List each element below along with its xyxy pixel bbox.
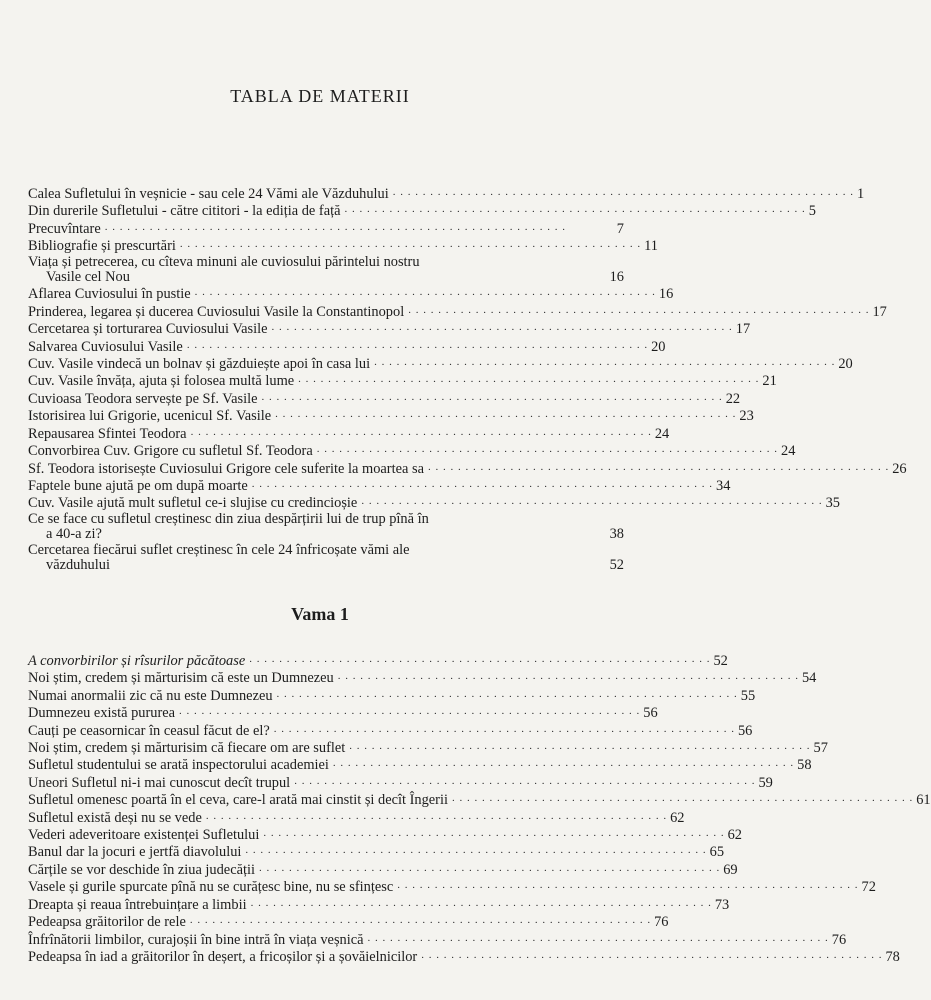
- toc-leader-dots: . . . . . . . . . . . . . . . . . . . . . . . . . . . . . . . . . . . . . . . . . . . . . . . . . . . . . . . . . . . . . .: [367, 931, 829, 944]
- toc-entry: [28, 826, 742, 844]
- toc-entry: [28, 931, 847, 948]
- toc-page-number: 61: [916, 792, 931, 809]
- toc-leader-dots: . . . . . . . . . . . . . . . . . . . . . . . . . . . . . . . . . . . . . . . . . . . . . . . . . . . . . . . . . . . . . .: [421, 948, 883, 961]
- toc-page-number: 11: [644, 238, 658, 255]
- toc-entry: [28, 774, 773, 791]
- toc-entry-title-line1: Ce se face cu sufletul creștinesc din ziua despărțirii lui de trup pînă în: [28, 510, 429, 527]
- toc-page-number: 55: [740, 687, 756, 704]
- toc-entry-title: Calea Sufletului în veșnicie - sau cele 24 Vămi ale Văzduhului: [28, 186, 389, 202]
- toc-page-number: 24: [654, 425, 670, 442]
- toc-entry: [28, 303, 887, 320]
- toc-entry-title: Noi știm, credem și mărturisim că este un Dumnezeu: [28, 670, 334, 687]
- toc-entry-title: Pedeapsa în iad a grăitorilor în deșert, a fricoșilor și a șovăielnicilor: [28, 948, 418, 965]
- toc-entry: [28, 237, 658, 255]
- toc-leader-dots: . . . . . . . . . . . . . . . . . . . . . . . . . . . . . . . . . . . . . . . . . . . . . . . . . . . . . . . . . . . . . .: [249, 653, 711, 665]
- toc-entry-title: Cuv. Vasile ajută mult sufletul ce-i slujise cu credincioșie: [28, 495, 358, 512]
- toc-entry-title: Vasele și gurile spurcate pînă nu se curățesc bine, nu se sfințesc: [28, 879, 394, 896]
- toc-entry: [28, 948, 900, 965]
- toc-leader-dots: . . . . . . . . . . . . . . . . . . . . . . . . . . . . . . . . . . . . . . . . . . . . . . . . . . . . . . . . . . . . . .: [451, 792, 914, 805]
- toc-entry-title: Noi știm, credem și mărturisim că fiecare om are suflet: [28, 740, 346, 757]
- toc-page-number: 17: [872, 303, 887, 320]
- toc-entry-title: Dumnezeu există pururea: [28, 705, 176, 722]
- toc-page-number: 38: [609, 526, 624, 543]
- toc-entry: [28, 543, 624, 574]
- toc-page-number: 72: [861, 879, 876, 896]
- toc-entry-title: Dreapta și reaua întrebuințare a limbii: [28, 896, 247, 913]
- toc-entry-title: Banul dar la jocuri e jertfă diavolului: [28, 844, 242, 861]
- toc-entry: [28, 722, 753, 739]
- toc-entry: [28, 185, 865, 202]
- toc-entry: [28, 687, 756, 704]
- toc-entry-title: Sufletul există deși nu se vede: [28, 809, 202, 826]
- toc-page-number: 21: [762, 373, 777, 390]
- toc-leader-dots: . . . . . . . . . . . . . . . . . . . . . . . . . . . . . . . . . . . . . . . . . . . . . . . . . . . . . . . . . . . . . .: [397, 879, 859, 892]
- toc-entry: [28, 477, 731, 494]
- toc-page-number: 35: [825, 495, 840, 512]
- toc-page-number: 59: [758, 774, 773, 791]
- toc-leader-dots: . . . . . . . . . . . . . . . . . . . . . . . . . . . . . . . . . . . . . . . . . . . . . . . . . . . . . . . . . . . . . .: [104, 220, 566, 233]
- toc-leader-dots: . . . . . . . . . . . . . . . . . . . . . . . . . . . . . . . . . . . . . . . . . . . . . . . . . . . . . . . . . . . . . .: [194, 286, 656, 299]
- toc-leader-dots: . . . . . . . . . . . . . . . . . . . . . . . . . . . . . . . . . . . . . . . . . . . . . . . . . . . . . . . . . . . . . .: [273, 722, 735, 735]
- toc-entry: [28, 202, 816, 220]
- toc-leader-dots: . . . . . . . . . . . . . . . . . . . . . . . . . . . . . . . . . . . . . . . . . . . . . . . . . . . . . . . . . . . . . .: [276, 687, 738, 700]
- toc-leader-dots: . . . . . . . . . . . . . . . . . . . . . . . . . . . . . . . . . . . . . . . . . . . . . . . . . . . . . . . . . . . . . .: [337, 670, 799, 683]
- toc-leader-dots: . . . . . . . . . . . . . . . . . . . . . . . . . . . . . . . . . . . . . . . . . . . . . . . . . . . . . . . . . . . . . .: [250, 896, 712, 909]
- toc-entry-title: Bibliografie și prescurtări: [28, 238, 176, 255]
- toc-leader-dots: . . . . . . . . . . . . . . . . . . . . . . . . . . . . . . . . . . . . . . . . . . . . . . . . . . . . . . . . . . . . . .: [316, 443, 778, 456]
- toc-entry-title: Pedeapsa grăitorilor de rele: [28, 914, 186, 931]
- toc-entry: [28, 896, 730, 913]
- toc-leader-dots: . . . . . . . . . . . . . . . . . . . . . . . . . . . . . . . . . . . . . . . . . . . . . . . . . . . . . . . . . . . . . .: [189, 914, 652, 927]
- toc-entry-title: Numai anormalii zic că nu este Dumnezeu: [28, 687, 273, 704]
- toc-entry-title: Cuv. Vasile vindecă un bolnav și găzduiește apoi în casa lui: [28, 356, 371, 373]
- toc-page-number: 52: [609, 556, 624, 573]
- toc-page-number: 23: [739, 408, 754, 425]
- section-heading: Vama 1: [291, 604, 349, 624]
- toc-entry-title: Cuvioasa Teodora servește pe Sf. Vasile: [28, 390, 258, 407]
- toc-leader-dots: . . . . . . . . . . . . . . . . . . . . . . . . . . . . . . . . . . . . . . . . . . . . . . . . . . . . . . . . . . . . . .: [258, 861, 721, 874]
- toc-entry: [28, 512, 624, 543]
- toc-entry-title: Repausarea Sfintei Teodora: [28, 425, 187, 442]
- toc-page-number: 16: [609, 269, 624, 286]
- toc-list-main: [28, 185, 907, 573]
- toc-leader-dots: . . . . . . . . . . . . . . . . . . . . . . . . . . . . . . . . . . . . . . . . . . . . . . . . . . . . . . . . . . . . . .: [179, 238, 642, 251]
- toc-page-number: 58: [797, 757, 812, 774]
- toc-leader-dots: . . . . . . . . . . . . . . . . . . . . . . . . . . . . . . . . . . . . . . . . . . . . . . . . . . . . . . . . . . . . . .: [332, 757, 795, 770]
- toc-entry-title: Cărțile se vor deschide în ziua judecății: [28, 861, 255, 878]
- toc-entry-title: Faptele bune ajută pe om după moarte: [28, 477, 248, 494]
- page-title: TABLA DE MATERII: [230, 86, 410, 106]
- toc-entry-title: Din durerile Sufletului - către cititori - la ediția de față: [28, 203, 341, 220]
- toc-entry: [28, 878, 876, 896]
- toc-leader-dots: . . . . . . . . . . . . . . . . . . . . . . . . . . . . . . . . . . . . . . . . . . . . . . . . . . . . . . . . . . . . . .: [344, 203, 806, 216]
- toc-page-number: 7: [616, 220, 624, 237]
- toc-leader-dots: . . . . . . . . . . . . . . . . . . . . . . . . . . . . . . . . . . . . . . . . . . . . . . . . . . . . . . . . . . . . . .: [263, 827, 725, 840]
- toc-entry-title: [28, 255, 598, 286]
- toc-leader-dots: . . . . . . . . . . . . . . . . . . . . . . . . . . . . . . . . . . . . . . . . . . . . . . . . . . . . . . . . . . . . . .: [245, 844, 707, 857]
- toc-leader-dots: . . . . . . . . . . . . . . . . . . . . . . . . . . . . . . . . . . . . . . . . . . . . . . . . . . . . . . . . . . . . . .: [374, 356, 836, 369]
- toc-page-number: 78: [885, 948, 900, 965]
- toc-page-number: 1: [856, 186, 865, 202]
- toc-entry: [28, 390, 741, 407]
- toc-entry-title: Salvarea Cuviosului Vasile: [28, 338, 183, 355]
- toc-entry: [28, 372, 777, 390]
- toc-leader-dots: . . . . . . . . . . . . . . . . . . . . . . . . . . . . . . . . . . . . . . . . . . . . . . . . . . . . . . . . . . . . . .: [408, 303, 870, 316]
- toc-page-number: 62: [727, 827, 742, 844]
- toc-entry-title-line2: Vasile cel Nou: [46, 269, 130, 286]
- toc-entry: [28, 669, 817, 687]
- toc-leader-dots: . . . . . . . . . . . . . . . . . . . . . . . . . . . . . . . . . . . . . . . . . . . . . . . . . . . . . . . . . . . . . .: [361, 495, 823, 508]
- toc-leader-dots: . . . . . . . . . . . . . . . . . . . . . . . . . . . . . . . . . . . . . . . . . . . . . . . . . . . . . . . . . . . . . .: [251, 477, 714, 490]
- toc-page-number: 52: [713, 653, 728, 669]
- toc-entry-title-line2: văzduhului: [46, 556, 110, 573]
- toc-entry-title: A convorbirilor și rîsurilor păcătoase: [28, 653, 246, 669]
- toc-page-number: 20: [838, 356, 853, 373]
- toc-entry: [28, 320, 751, 338]
- toc-leader-dots: . . . . . . . . . . . . . . . . . . . . . . . . . . . . . . . . . . . . . . . . . . . . . . . . . . . . . . . . . . . . . .: [261, 390, 723, 403]
- toc-leader-dots: . . . . . . . . . . . . . . . . . . . . . . . . . . . . . . . . . . . . . . . . . . . . . . . . . . . . . . . . . . . . . .: [271, 321, 733, 334]
- toc-page-number: 62: [670, 809, 685, 826]
- toc-entry-title: Sf. Teodora istorisește Cuviosului Grigore cele suferite la moartea sa: [28, 460, 424, 477]
- toc-entry: [28, 425, 670, 442]
- toc-entry: [28, 791, 931, 809]
- toc-entry: [28, 220, 624, 237]
- toc-entry: [28, 442, 796, 460]
- toc-entry: [28, 704, 658, 722]
- toc-entry-title: Uneori Sufletul ni-i mai cunoscut decît trupul: [28, 774, 291, 791]
- toc-entry: [28, 460, 907, 477]
- toc-entry: [28, 843, 725, 861]
- toc-entry-title: [28, 543, 598, 574]
- toc-entry: [28, 756, 812, 774]
- toc-page-number: 76: [654, 914, 669, 931]
- toc-entry: [28, 338, 666, 355]
- toc-entry-title: Precuvîntare: [28, 220, 101, 237]
- toc-leader-dots: . . . . . . . . . . . . . . . . . . . . . . . . . . . . . . . . . . . . . . . . . . . . . . . . . . . . . . . . . . . . . .: [392, 186, 854, 198]
- toc-page-number: 5: [808, 203, 816, 220]
- toc-entry-title: Cuv. Vasile învăța, ajuta și folosea multă lume: [28, 373, 295, 390]
- toc-entry-title: Sufletul omenesc poartă în el ceva, care-l arată mai cinstit și decît Îngerii: [28, 792, 448, 809]
- toc-leader-dots: . . . . . . . . . . . . . . . . . . . . . . . . . . . . . . . . . . . . . . . . . . . . . . . . . . . . . . . . . . . . . .: [427, 460, 890, 473]
- toc-entry-title: Convorbirea Cuv. Grigore cu sufletul Sf. Teodora: [28, 443, 313, 460]
- toc-entry: [28, 861, 738, 878]
- toc-entry-title: Cercetarea și torturarea Cuviosului Vasile: [28, 321, 268, 338]
- toc-entry-title: Înfrînătorii limbilor, curajoșii în bine intră în viața veșnică: [28, 931, 364, 948]
- toc-entry: [28, 809, 685, 826]
- toc-page-number: 24: [781, 443, 796, 460]
- toc-page-number: 76: [831, 931, 847, 948]
- toc-page-number: 16: [658, 286, 674, 303]
- toc-page-number: 54: [801, 670, 817, 687]
- toc-entry-title-line2: a 40-a zi?: [46, 526, 102, 543]
- toc-list-vama-1: [28, 652, 931, 965]
- toc-entry-title-line1: Viața și petrecerea, cu cîteva minuni ale cuviosului părintelui nostru: [28, 253, 420, 270]
- toc-page-number: 73: [714, 896, 730, 913]
- toc-leader-dots: . . . . . . . . . . . . . . . . . . . . . . . . . . . . . . . . . . . . . . . . . . . . . . . . . . . . . . . . . . . . . .: [298, 373, 760, 386]
- toc-page-number: 65: [709, 844, 725, 861]
- toc-page-number: 20: [651, 338, 666, 355]
- toc-entry: [28, 739, 828, 757]
- toc-entry-title: Cauți pe ceasornicar în ceasul făcut de el?: [28, 722, 270, 739]
- toc-entry-title: Aflarea Cuviosului în pustie: [28, 286, 191, 303]
- toc-page-number: 56: [643, 705, 658, 722]
- toc-page-number: 56: [737, 722, 753, 739]
- toc-page-number: 17: [735, 321, 751, 338]
- toc-entry-title: Sufletul studentului se arată inspectorului academiei: [28, 757, 329, 774]
- toc-entry-title: Prinderea, legarea și ducerea Cuviosului Vasile la Constantinopol: [28, 303, 405, 320]
- toc-leader-dots: . . . . . . . . . . . . . . . . . . . . . . . . . . . . . . . . . . . . . . . . . . . . . . . . . . . . . . . . . . . . . .: [294, 774, 756, 787]
- toc-entry-title: Istorisirea lui Grigorie, ucenicul Sf. Vasile: [28, 408, 272, 425]
- toc-entry: [28, 355, 853, 373]
- toc-leader-dots: . . . . . . . . . . . . . . . . . . . . . . . . . . . . . . . . . . . . . . . . . . . . . . . . . . . . . . . . . . . . . .: [186, 338, 649, 351]
- toc-entry: [28, 407, 754, 425]
- toc-page-number: 34: [716, 477, 731, 494]
- toc-entry: [28, 913, 669, 931]
- toc-page-number: 57: [813, 740, 828, 757]
- toc-leader-dots: . . . . . . . . . . . . . . . . . . . . . . . . . . . . . . . . . . . . . . . . . . . . . . . . . . . . . . . . . . . . . .: [205, 809, 668, 822]
- toc-leader-dots: . . . . . . . . . . . . . . . . . . . . . . . . . . . . . . . . . . . . . . . . . . . . . . . . . . . . . . . . . . . . . .: [349, 740, 811, 753]
- toc-leader-dots: . . . . . . . . . . . . . . . . . . . . . . . . . . . . . . . . . . . . . . . . . . . . . . . . . . . . . . . . . . . . . .: [190, 425, 652, 438]
- toc-entry-title: [28, 512, 598, 543]
- toc-entry: [28, 255, 624, 286]
- toc-page-number: 26: [892, 460, 907, 477]
- toc-entry: [28, 285, 674, 303]
- toc-leader-dots: . . . . . . . . . . . . . . . . . . . . . . . . . . . . . . . . . . . . . . . . . . . . . . . . . . . . . . . . . . . . . .: [179, 705, 641, 718]
- toc-entry-title: Vederi adeveritoare existenței Sufletului: [28, 827, 260, 844]
- toc-entry: [28, 494, 840, 512]
- toc-page-number: 22: [725, 390, 741, 407]
- toc-page-number: 69: [723, 861, 738, 878]
- toc-entry: [28, 652, 728, 669]
- toc-entry-title-line1: Cercetarea fiecărui suflet creștinesc în cele 24 înfricoșate vămi ale: [28, 541, 410, 558]
- toc-leader-dots: . . . . . . . . . . . . . . . . . . . . . . . . . . . . . . . . . . . . . . . . . . . . . . . . . . . . . . . . . . . . . .: [275, 408, 737, 421]
